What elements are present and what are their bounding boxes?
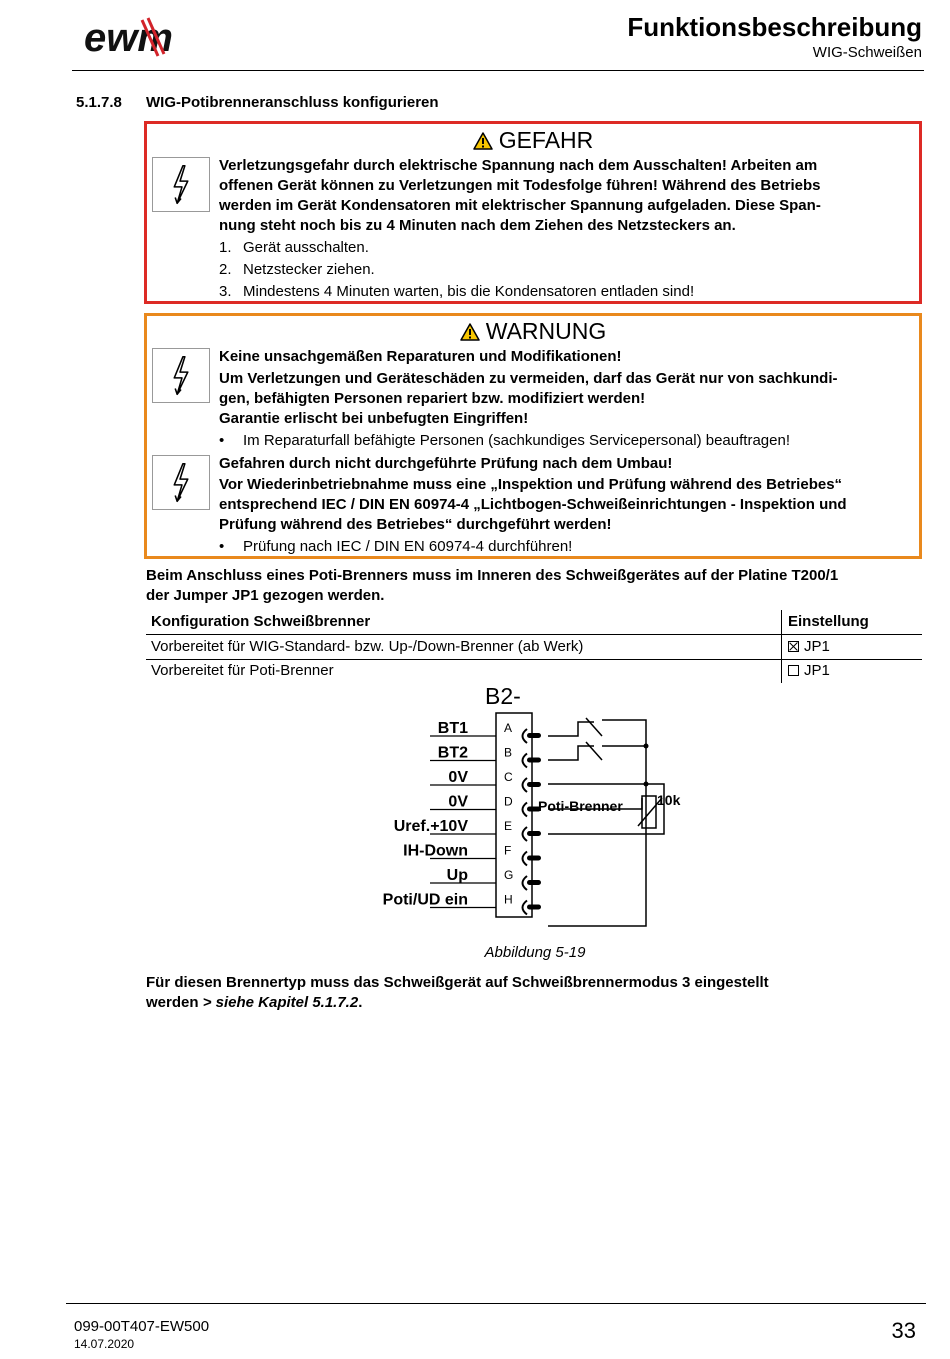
- wiring-diagram: [380, 680, 700, 940]
- chapter-reference-link[interactable]: > siehe Kapitel 5.1.7.2: [202, 994, 359, 1011]
- pin-contact: [527, 782, 541, 787]
- logo-text: ewm: [84, 16, 173, 58]
- pin-signal-label: 0V: [448, 769, 468, 786]
- document-date: 14.07.2020: [74, 1337, 135, 1351]
- connector-pin-row: [430, 720, 541, 743]
- pin-letter: H: [504, 892, 513, 907]
- page-number: 33: [891, 1318, 916, 1343]
- pin-signal-label: Up: [446, 867, 468, 884]
- table-row-setting: JP1: [788, 662, 830, 679]
- section-number: 5.1.7.8: [76, 94, 122, 111]
- warning-block1-text: [219, 369, 919, 429]
- pin-contact: [527, 856, 541, 861]
- pin-contact: [527, 880, 541, 885]
- danger-line: nung steht noch bis zu 4 Minuten nach dem Ziehen des Netzsteckers an.: [219, 217, 736, 234]
- warning-line: Garantie erlischt bei unbefugten Eingriffen!: [219, 410, 529, 427]
- footer-divider: [66, 1303, 926, 1304]
- warning-heading: WARNUNG: [485, 318, 607, 344]
- pin-signal-label: Uref.+10V: [393, 818, 468, 835]
- table-rule: [146, 634, 922, 635]
- pin-letter: D: [504, 794, 513, 809]
- pin-socket: [523, 754, 528, 768]
- checked-checkbox-icon: [788, 641, 799, 652]
- pin-signal-label: Poti/UD ein: [382, 891, 468, 909]
- connector-pin-row: [430, 745, 541, 768]
- intro-line: Beim Anschluss eines Poti-Brenners muss im Inneren des Schweißgerätes auf der Platine T200/1: [146, 567, 839, 584]
- closing-line: Für diesen Brennertyp muss das Schweißgerät auf Schweißbrennermodus 3 eingestellt: [146, 974, 769, 991]
- danger-step: 3. Mindestens 4 Minuten warten, bis die Kondensatoren entladen sind!: [219, 283, 695, 300]
- warning-triangle-icon: [460, 323, 480, 341]
- danger-line: offenen Gerät können zu Verletzungen mit Todesfolge führen! Während des Betriebs: [219, 177, 821, 194]
- chapter-title: Funktionsbeschreibung: [627, 12, 922, 42]
- pin-socket: [523, 827, 528, 841]
- table-header-setting: Einstellung: [788, 613, 869, 630]
- table-column-divider: [781, 610, 782, 683]
- danger-line: werden im Gerät Kondensatoren mit elektrischer Spannung aufgeladen. Diese Span-: [219, 197, 821, 214]
- pin-signal-label: 0V: [448, 793, 468, 811]
- closing-text: [146, 973, 926, 1013]
- pin-socket: [523, 729, 528, 743]
- pin-socket: [523, 778, 528, 792]
- chapter-subtitle: WIG-Schweißen: [812, 44, 922, 61]
- component-label: Poti-Brenner: [538, 798, 623, 814]
- pin-letter: C: [504, 770, 513, 784]
- pin-contact: [527, 733, 541, 738]
- warning-triangle-icon: [473, 132, 493, 150]
- closing-line: werden > siehe Kapitel 5.1.7.2.: [146, 994, 363, 1011]
- resistor-label: 10k: [657, 792, 681, 808]
- pin-socket: [523, 852, 528, 866]
- warning-line: Prüfung während des Betriebes“ durchgeführt werden!: [219, 516, 612, 533]
- high-voltage-icon: [152, 348, 210, 403]
- warning-line: entsprechend IEC / DIN EN 60974-4 „Lichtbogen-Schweißeinrichtungen - Inspektion und: [219, 496, 847, 513]
- pin-letter: E: [504, 819, 513, 833]
- table-row-config: Vorbereitet für Poti-Brenner: [151, 662, 334, 679]
- pin-signal-label: IH-Down: [403, 842, 468, 860]
- pin-letter: G: [504, 868, 514, 882]
- connector-pin-row: [394, 818, 541, 841]
- pin-letter: A: [504, 721, 513, 735]
- empty-checkbox-icon: [788, 665, 799, 676]
- header-divider: [72, 70, 924, 71]
- figure-caption: Abbildung 5-19: [484, 944, 586, 961]
- pin-socket: [523, 803, 528, 817]
- warning-block2-text: [219, 475, 919, 535]
- pin-contact: [527, 831, 541, 836]
- pin-signal-label: BT2: [437, 744, 468, 762]
- ewm-logo: [82, 14, 214, 58]
- intro-text: [146, 566, 926, 606]
- warning-block1-title: Keine unsachgemäßen Reparaturen und Modifikationen!: [219, 348, 622, 365]
- poti-brenner-circuit: [548, 718, 664, 926]
- pin-contact: [527, 905, 541, 910]
- pin-letter: B: [504, 745, 513, 760]
- connector-pin-row: [403, 843, 541, 866]
- warning-line: Vor Wiederinbetriebnahme muss eine „Inspektion und Prüfung während des Betriebes“: [219, 476, 843, 493]
- danger-heading-row: [147, 127, 919, 154]
- danger-heading: GEFAHR: [498, 127, 594, 153]
- table-row-setting: JP1: [788, 638, 830, 655]
- table-rule: [146, 659, 922, 660]
- document-number: 099-00T407-EW500: [74, 1318, 210, 1335]
- pin-socket: [523, 876, 528, 890]
- pin-socket: [523, 901, 528, 915]
- pin-contact: [527, 758, 541, 763]
- connector-label: B2-: [485, 683, 521, 709]
- section-title: WIG-Potibrenneranschluss konfigurieren: [146, 94, 439, 111]
- pin-signal-label: BT1: [437, 720, 468, 737]
- warning-heading-row: [147, 318, 919, 345]
- connector-pin-row: [430, 867, 541, 890]
- danger-line: Verletzungsgefahr durch elektrische Spannung nach dem Ausschalten! Arbeiten am: [219, 157, 818, 174]
- connector-pin-row: [383, 892, 541, 915]
- warning-block1-bullet: • Im Reparaturfall befähigte Personen (sachkundiges Servicepersonal) beauftragen!: [219, 432, 790, 449]
- warning-line: Um Verletzungen und Geräteschäden zu vermeiden, darf das Gerät nur von sachkundi-: [219, 370, 838, 387]
- danger-step: 2. Netzstecker ziehen.: [219, 261, 375, 278]
- high-voltage-icon: [152, 455, 210, 510]
- table-row-config: Vorbereitet für WIG-Standard- bzw. Up-/Down-Brenner (ab Werk): [151, 638, 584, 655]
- intro-line: der Jumper JP1 gezogen werden.: [146, 587, 385, 604]
- high-voltage-icon: [152, 157, 210, 212]
- danger-text: [219, 156, 919, 236]
- connector-pin-row: [430, 794, 541, 817]
- warning-block2-title: Gefahren durch nicht durchgeführte Prüfung nach dem Umbau!: [219, 455, 673, 472]
- danger-step: 1. Gerät ausschalten.: [219, 239, 369, 256]
- warning-line: gen, befähigten Personen repariert bzw. modifiziert werden!: [219, 390, 646, 407]
- warning-block2-bullet: • Prüfung nach IEC / DIN EN 60974-4 durchführen!: [219, 538, 573, 555]
- connector-pin-row: [430, 769, 541, 792]
- pin-letter: F: [504, 843, 512, 858]
- table-header-config: Konfiguration Schweißbrenner: [151, 613, 371, 630]
